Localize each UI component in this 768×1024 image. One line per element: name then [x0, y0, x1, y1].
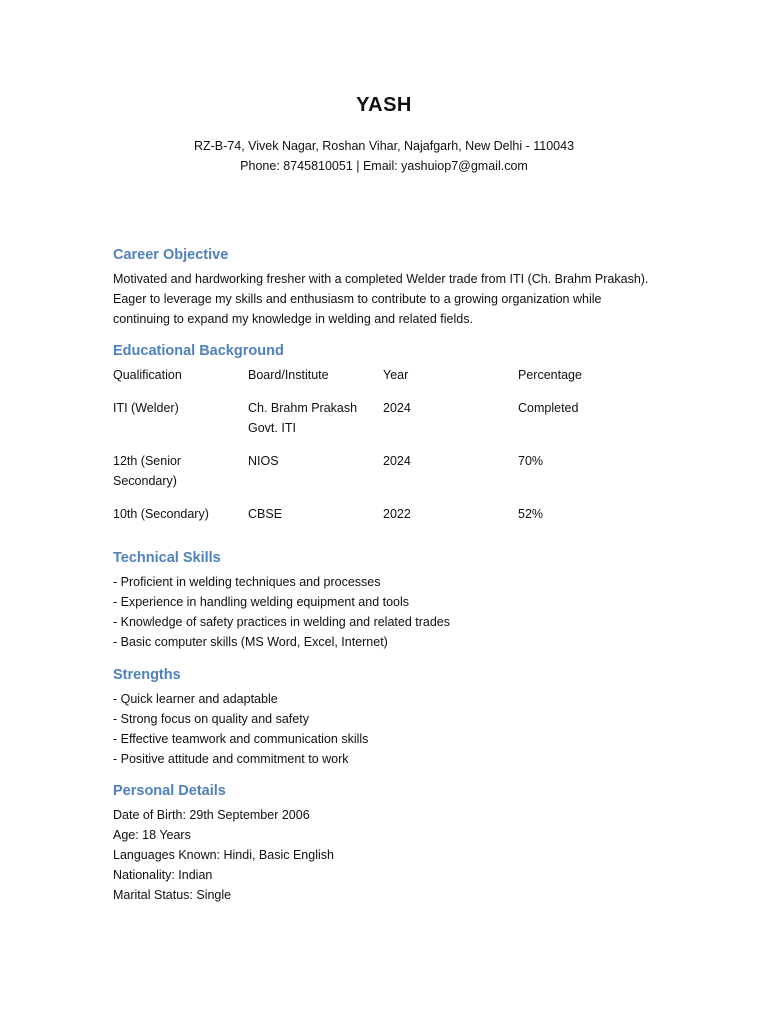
table-cell: ITI (Welder) [113, 401, 179, 415]
address-line: RZ-B-74, Vivek Nagar, Roshan Vihar, Najafgarh, New Delhi - 110043 [193, 139, 575, 153]
list-item: Age: 18 Years [113, 828, 191, 842]
column-header: Qualification [113, 368, 182, 382]
list-item: Date of Birth: 29th September 2006 [113, 808, 310, 822]
career-objective-section [113, 245, 653, 329]
table-cell: 2022 [383, 507, 411, 521]
table-cell: 2024 [383, 454, 411, 468]
education-section [113, 341, 653, 537]
table-cell: NIOS [248, 454, 279, 468]
table-cell: 12th (Senior Secondary) [113, 454, 182, 488]
table-cell: 52% [518, 507, 544, 521]
list-item: - Strong focus on quality and safety [113, 712, 309, 726]
table-row [113, 504, 653, 524]
list-item: - Experience in handling welding equipment and tools [113, 595, 410, 609]
list-item: - Positive attitude and commitment to work [113, 752, 349, 766]
list-item: - Basic computer skills (MS Word, Excel, Internet) [113, 635, 388, 649]
list-item: - Effective teamwork and communication skills [113, 732, 369, 746]
list-item: Marital Status: Single [113, 888, 232, 902]
table-cell: 10th (Secondary) [113, 507, 209, 521]
table-row [113, 398, 653, 438]
table-cell: Completed [518, 401, 579, 415]
column-header: Board/Institute [248, 368, 329, 382]
list-item: Nationality: Indian [113, 868, 213, 882]
personal-details-section [113, 781, 653, 905]
technical-skills-section [113, 548, 653, 652]
strengths-section [113, 665, 653, 769]
education-heading: Educational Background [113, 343, 284, 359]
list-item: - Knowledge of safety practices in welding and related trades [113, 615, 450, 629]
education-table-header [113, 365, 653, 385]
list-item: Languages Known: Hindi, Basic English [113, 848, 334, 862]
career-objective-heading: Career Objective [113, 247, 229, 263]
column-header: Percentage [518, 368, 582, 382]
column-header: Year [383, 368, 409, 382]
table-cell: 70% [518, 454, 544, 468]
table-cell: 2024 [383, 401, 411, 415]
career-objective-text: Motivated and hardworking fresher with a completed Welder trade from ITI (Ch. Brahm Prakash). Eager to leverage my skills and enthusiasm to contribute to a growing organization while continuing to expand my knowledge in welding and related fields. [113, 272, 649, 326]
table-row [113, 451, 653, 491]
contact-line: Phone: 8745810051 | Email: yashuiop7@gmail.com [240, 159, 528, 173]
strengths-heading: Strengths [113, 667, 181, 683]
table-cell: Ch. Brahm Prakash Govt. ITI [248, 401, 358, 435]
personal-details-heading: Personal Details [113, 783, 226, 799]
candidate-name: YASH [356, 94, 412, 116]
list-item: - Quick learner and adaptable [113, 692, 278, 706]
list-item: - Proficient in welding techniques and processes [113, 575, 381, 589]
education-table [113, 365, 653, 524]
table-cell: CBSE [248, 507, 283, 521]
technical-skills-heading: Technical Skills [113, 550, 221, 566]
